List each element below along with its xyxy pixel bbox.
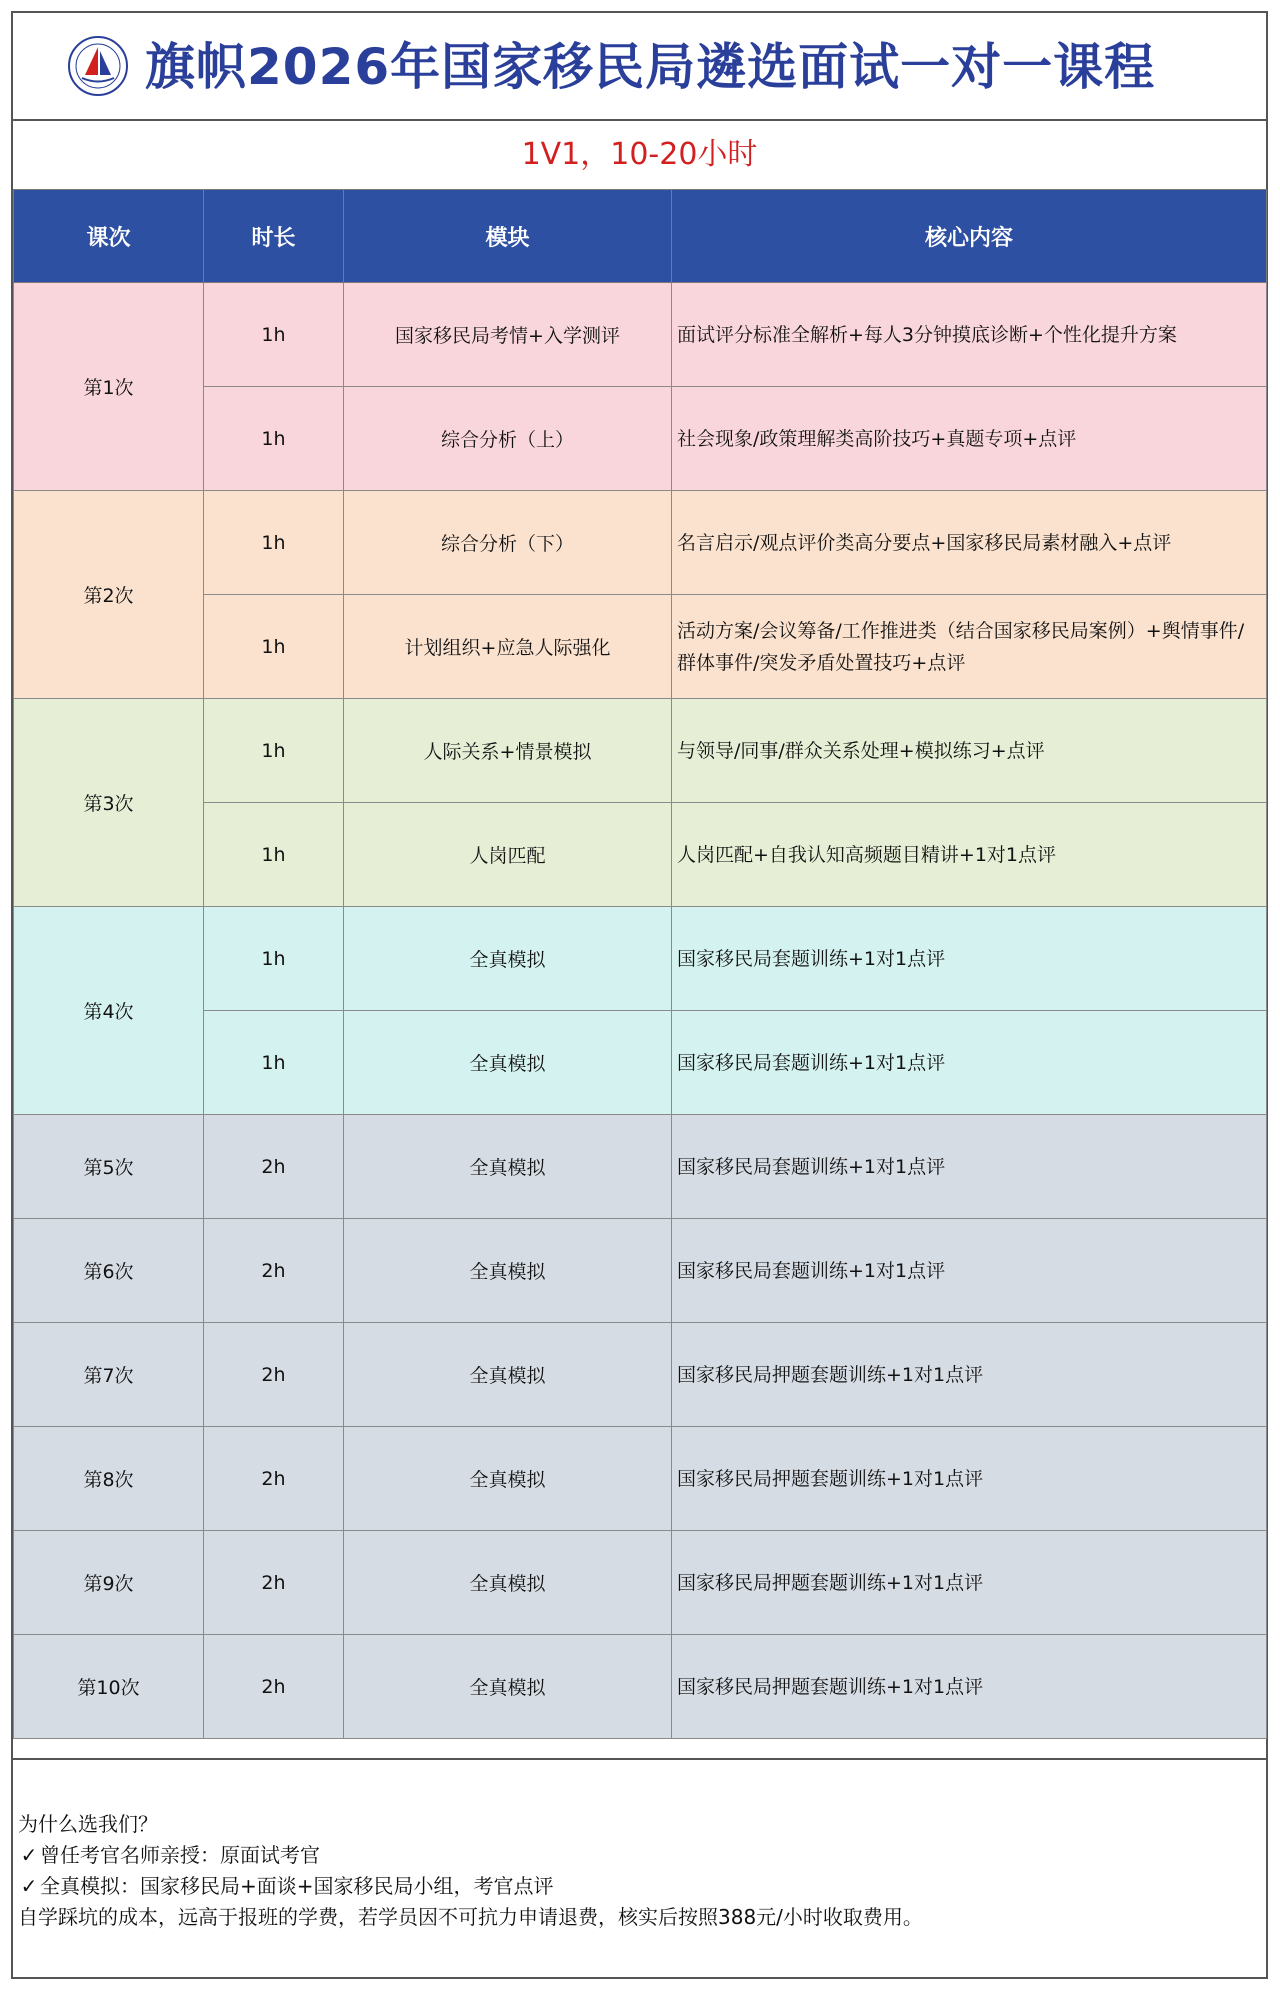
module-cell: 综合分析（上） bbox=[344, 387, 672, 491]
content-cell: 与领导/同事/群众关系处理+模拟练习+点评 bbox=[672, 699, 1267, 803]
content-cell: 人岗匹配+自我认知高频题目精讲+1对1点评 bbox=[672, 803, 1267, 907]
duration-cell: 1h bbox=[204, 907, 344, 1011]
module-cell: 全真模拟 bbox=[344, 1635, 672, 1739]
selling-point bbox=[18, 1840, 923, 1871]
lesson-cell: 第5次 bbox=[14, 1115, 204, 1219]
why-choose-us-section bbox=[13, 1758, 1266, 1979]
selling-point-text: 曾任考官名师亲授：原面试考官 bbox=[40, 1843, 320, 1867]
duration-cell: 1h bbox=[204, 595, 344, 699]
table-row bbox=[14, 283, 1267, 387]
lesson-cell: 第7次 bbox=[14, 1323, 204, 1427]
module-cell: 全真模拟 bbox=[344, 1531, 672, 1635]
content-cell: 国家移民局套题训练+1对1点评 bbox=[672, 1011, 1267, 1115]
table-row bbox=[14, 1323, 1267, 1427]
module-cell: 全真模拟 bbox=[344, 1115, 672, 1219]
check-mark-icon: ✓ bbox=[20, 1843, 38, 1867]
selling-point-text: 全真模拟：国家移民局+面谈+国家移民局小组，考官点评 bbox=[40, 1874, 554, 1898]
content-cell: 面试评分标准全解析+每人3分钟摸底诊断+个性化提升方案 bbox=[672, 283, 1267, 387]
lesson-cell: 第2次 bbox=[14, 491, 204, 699]
column-header-module: 模块 bbox=[344, 190, 672, 283]
table-row bbox=[14, 907, 1267, 1011]
table-row bbox=[14, 1219, 1267, 1323]
module-cell: 全真模拟 bbox=[344, 1323, 672, 1427]
content-cell: 名言启示/观点评价类高分要点+国家移民局素材融入+点评 bbox=[672, 491, 1267, 595]
table-header-row bbox=[14, 190, 1267, 283]
table-row bbox=[14, 1635, 1267, 1739]
duration-cell: 1h bbox=[204, 1011, 344, 1115]
module-cell: 人际关系+情景模拟 bbox=[344, 699, 672, 803]
duration-cell: 1h bbox=[204, 803, 344, 907]
lesson-cell: 第9次 bbox=[14, 1531, 204, 1635]
course-format-subtitle: 1V1，10-20小时 bbox=[521, 137, 758, 172]
module-cell: 全真模拟 bbox=[344, 1427, 672, 1531]
lesson-cell: 第3次 bbox=[14, 699, 204, 907]
table-row bbox=[14, 1427, 1267, 1531]
lesson-cell: 第4次 bbox=[14, 907, 204, 1115]
column-header-duration: 时长 bbox=[204, 190, 344, 283]
duration-cell: 2h bbox=[204, 1115, 344, 1219]
module-cell: 人岗匹配 bbox=[344, 803, 672, 907]
module-cell: 全真模拟 bbox=[344, 1219, 672, 1323]
table-row bbox=[14, 1115, 1267, 1219]
duration-cell: 1h bbox=[204, 283, 344, 387]
lesson-cell: 第6次 bbox=[14, 1219, 204, 1323]
content-cell: 国家移民局套题训练+1对1点评 bbox=[672, 907, 1267, 1011]
module-cell: 全真模拟 bbox=[344, 1011, 672, 1115]
table-row bbox=[14, 1531, 1267, 1635]
duration-cell: 2h bbox=[204, 1323, 344, 1427]
module-cell: 综合分析（下） bbox=[344, 491, 672, 595]
content-cell: 活动方案/会议筹备/工作推进类（结合国家移民局案例）+舆情事件/群体事件/突发矛盾处置技巧+点评 bbox=[672, 595, 1267, 699]
column-header-content: 核心内容 bbox=[672, 190, 1267, 283]
content-cell: 社会现象/政策理解类高阶技巧+真题专项+点评 bbox=[672, 387, 1267, 491]
refund-policy-note: 自学踩坑的成本，远高于报班的学费，若学员因不可抗力申请退费，核实后按照388元/小时收取费用。 bbox=[18, 1905, 923, 1929]
check-mark-icon: ✓ bbox=[20, 1874, 38, 1898]
content-cell: 国家移民局套题训练+1对1点评 bbox=[672, 1115, 1267, 1219]
course-sheet bbox=[11, 11, 1268, 1979]
content-cell: 国家移民局押题套题训练+1对1点评 bbox=[672, 1635, 1267, 1739]
page-title: 旗帜2026年国家移民局遴选面试一对一课程 bbox=[145, 38, 1156, 96]
duration-cell: 1h bbox=[204, 491, 344, 595]
duration-cell: 2h bbox=[204, 1635, 344, 1739]
module-cell: 计划组织+应急人际强化 bbox=[344, 595, 672, 699]
why-choose-us-heading: 为什么选我们？ bbox=[18, 1812, 158, 1836]
module-cell: 国家移民局考情+入学测评 bbox=[344, 283, 672, 387]
lesson-cell: 第8次 bbox=[14, 1427, 204, 1531]
column-header-lesson: 课次 bbox=[14, 190, 204, 283]
table-row bbox=[14, 491, 1267, 595]
table-row bbox=[14, 699, 1267, 803]
module-cell: 全真模拟 bbox=[344, 907, 672, 1011]
duration-cell: 2h bbox=[204, 1427, 344, 1531]
duration-cell: 2h bbox=[204, 1531, 344, 1635]
lesson-cell: 第10次 bbox=[14, 1635, 204, 1739]
content-cell: 国家移民局套题训练+1对1点评 bbox=[672, 1219, 1267, 1323]
duration-cell: 1h bbox=[204, 387, 344, 491]
header bbox=[13, 13, 1266, 121]
content-cell: 国家移民局押题套题训练+1对1点评 bbox=[672, 1427, 1267, 1531]
content-cell: 国家移民局押题套题训练+1对1点评 bbox=[672, 1323, 1267, 1427]
lesson-cell: 第1次 bbox=[14, 283, 204, 491]
selling-point bbox=[18, 1871, 923, 1902]
duration-cell: 2h bbox=[204, 1219, 344, 1323]
content-cell: 国家移民局押题套题训练+1对1点评 bbox=[672, 1531, 1267, 1635]
course-schedule-table bbox=[13, 189, 1267, 1739]
sailboat-circle-logo bbox=[67, 35, 129, 97]
duration-cell: 1h bbox=[204, 699, 344, 803]
